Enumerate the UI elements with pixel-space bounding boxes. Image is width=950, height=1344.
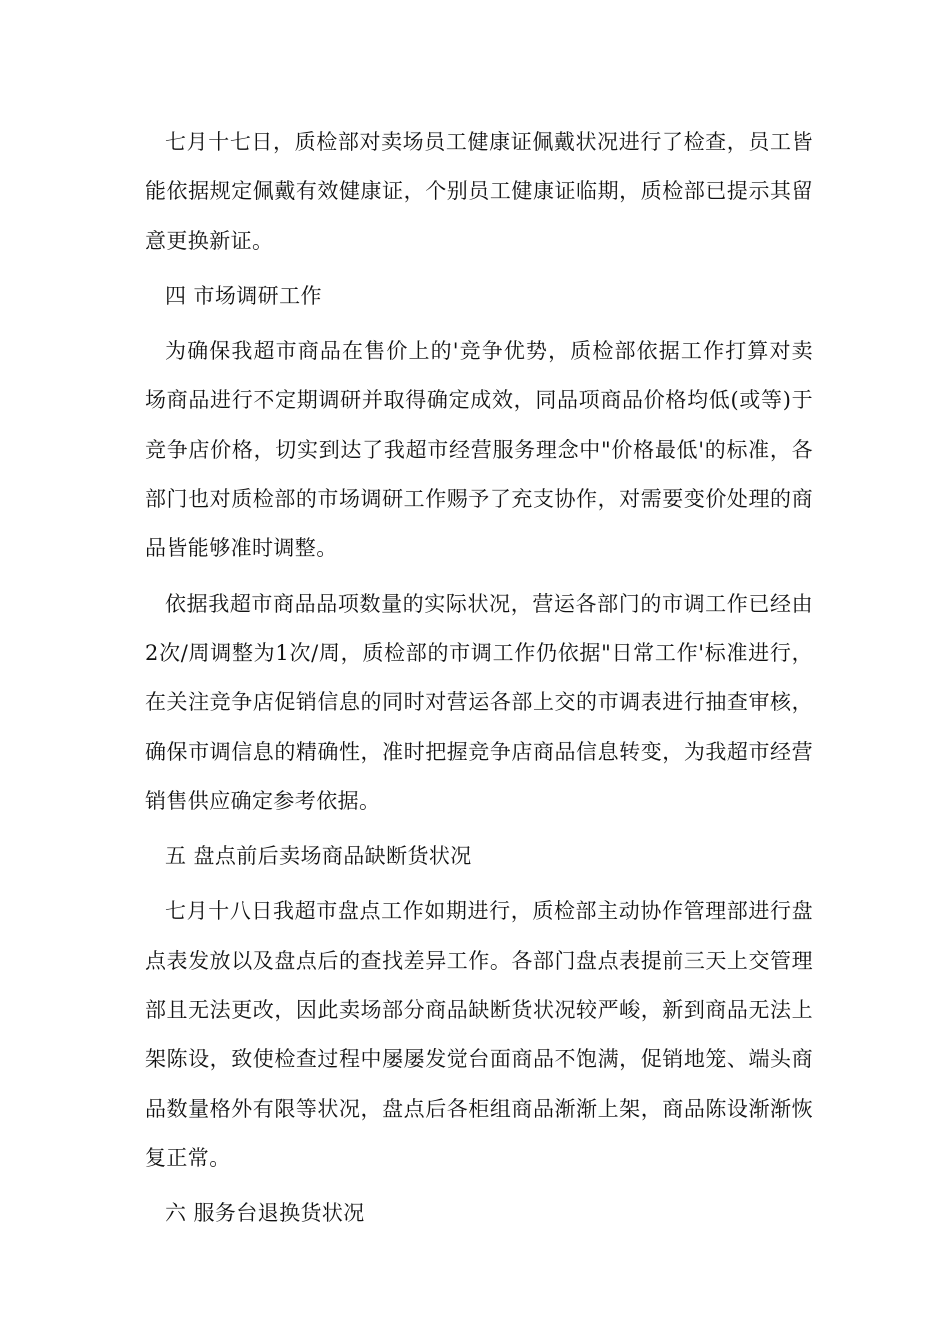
section-heading-inventory-shortage: 五 盘点前后卖场商品缺断货状况 [165,844,472,869]
section-heading-service-desk-returns: 六 服务台退换货状况 [165,1201,365,1226]
paragraph-price-advantage: 为确保我超市商品在售价上的'竞争优势，质检部依据工作打算对卖场商品进行不定期调研并取得确定成效，同品项商品价格均低(或等)于竞争店价格，切实到达了我超市经营服务理念中"价格最低'的标准，各部门也对质检部的市场调研工作赐予了充支协作，对需要变价处理的商品皆能够准时调整。 [145,339,813,561]
paragraph-market-survey-frequency: 依据我超市商品品项数量的实际状况，营运各部门的市调工作已经由2次/周调整为1次/周，质检部的市调工作仍依据"日常工作'标准进行，在关注竞争店促销信息的同时对营运各部上交的市调表进行抽查审核，确保市调信息的精确性，准时把握竞争店商品信息转变，为我超市经营销售供应确定参考依据。 [145,591,813,813]
paragraph-health-certificate: 七月十七日，质检部对卖场员工健康证佩戴状况进行了检查，员工皆能依据规定佩戴有效健康证，个别员工健康证临期，质检部已提示其留意更换新证。 [145,130,813,253]
section-heading-market-research: 四 市场调研工作 [165,283,322,308]
paragraph-inventory-check: 七月十八日我超市盘点工作如期进行，质检部主动协作管理部进行盘点表发放以及盘点后的查找差异工作。各部门盘点表提前三天上交管理部且无法更改，因此卖场部分商品缺断货状况较严峻，新到商品无法上架陈设，致使检查过程中屡屡发觉台面商品不饱满，促销地笼、端头商品数量格外有限等状况，盘点后各柜组商品渐渐上架，商品陈设渐渐恢复正常。 [145,899,813,1170]
document-page [145,118,813,1245]
